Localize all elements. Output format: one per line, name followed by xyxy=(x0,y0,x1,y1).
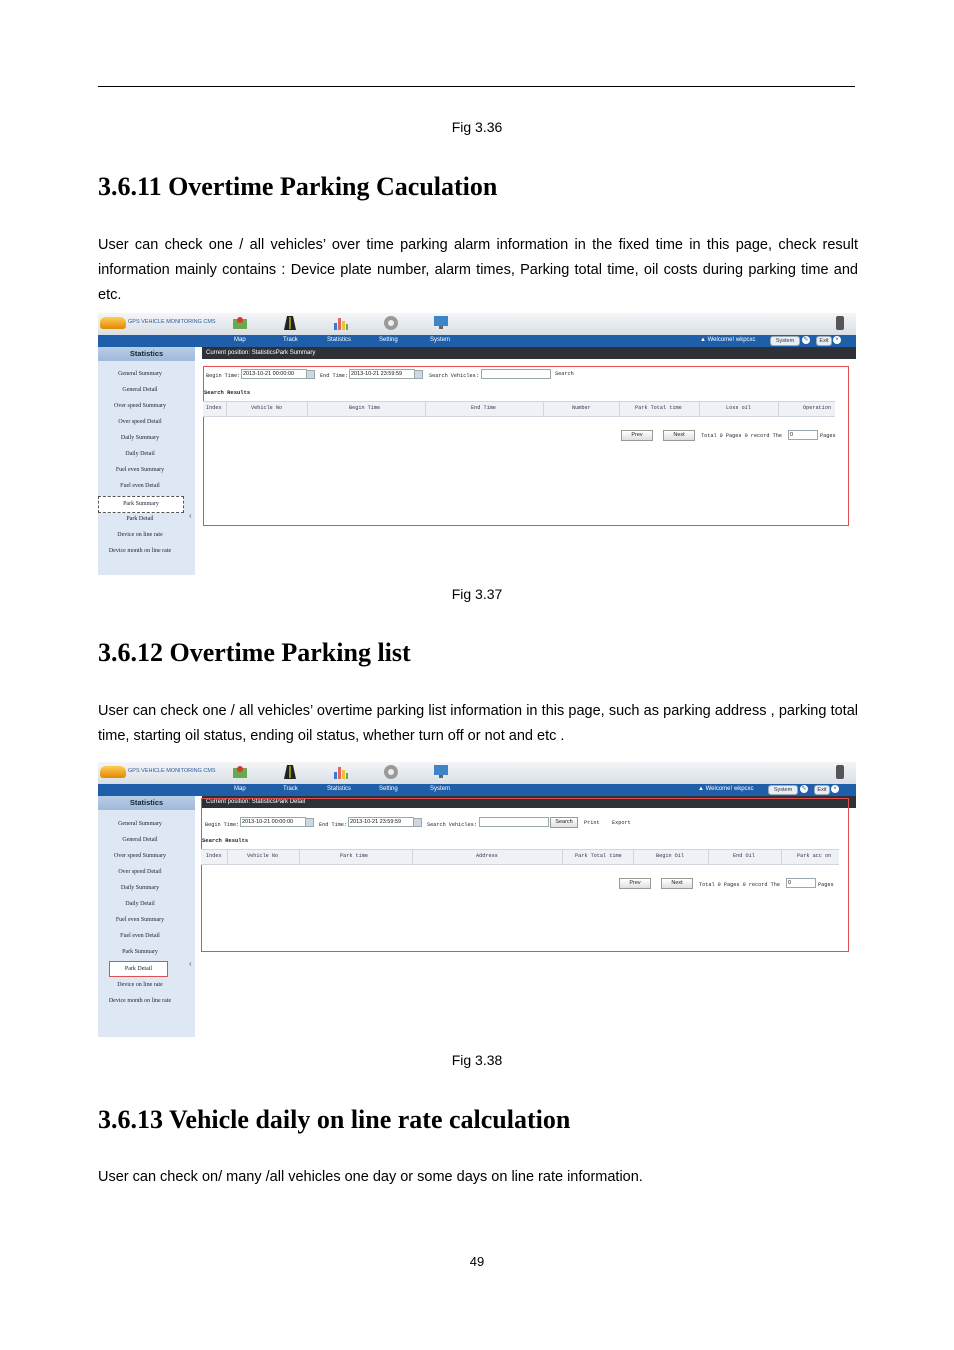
search-button[interactable]: Search xyxy=(550,817,578,828)
sidebar-item-park-detail[interactable]: Park Detail xyxy=(126,516,154,522)
sidebar-title: Statistics xyxy=(98,796,195,810)
sidebar xyxy=(98,796,195,1037)
exit-button[interactable]: Exit xyxy=(816,336,832,346)
nav-track[interactable]: Track xyxy=(283,786,298,792)
begin-time-input[interactable]: 2013-10-21 00:00:00 xyxy=(241,369,307,379)
section-body: User can check one / all vehicles’ overtime parking list information in this page, such as parking address , parking total time, starting oil status, ending oil status, whether turn off or not and etc . xyxy=(98,703,858,744)
sidebar-item-park-summary[interactable]: Park Summary xyxy=(122,949,158,955)
nav-setting[interactable]: Setting xyxy=(379,337,398,343)
column-header: End Time xyxy=(471,405,496,411)
column-header: Loss oil xyxy=(726,405,751,411)
figure-caption: Fig 3.38 xyxy=(451,1052,503,1068)
screenshot-park-detail xyxy=(98,762,856,1037)
end-time-input[interactable]: 2013-10-21 23:59:59 xyxy=(349,369,415,379)
column-header: Park Total time xyxy=(575,853,622,859)
calendar-icon[interactable] xyxy=(414,370,423,379)
current-position-bar: Current position: StatisticsPark Detail xyxy=(202,796,856,808)
nav-system[interactable]: System xyxy=(430,337,451,343)
end-time-label: End Time: xyxy=(319,822,348,828)
sidebar-item-general-summary[interactable]: General Summary xyxy=(118,821,162,827)
exit-button[interactable]: Exit xyxy=(814,785,830,795)
search-results-label: Search Results xyxy=(202,837,249,844)
sidebar-item-over-speed-summary[interactable]: Over speed Summary xyxy=(114,853,166,859)
prev-button[interactable]: Prev xyxy=(619,878,651,889)
next-button[interactable]: Next xyxy=(663,430,695,441)
column-header: Park time xyxy=(340,853,369,859)
welcome-text: ▲ Welcome! wkpcxc xyxy=(698,786,754,792)
sidebar-item-general-detail[interactable]: General Detail xyxy=(122,387,158,393)
user-name: wkpcxc xyxy=(733,786,754,792)
track-icon[interactable] xyxy=(282,315,298,331)
section-heading: 3.6.13 Vehicle daily on line rate calculation xyxy=(98,1105,571,1134)
search-vehicles-label: Search Vehicles: xyxy=(429,373,479,379)
calendar-icon[interactable] xyxy=(306,370,315,379)
nav-statistics[interactable]: Statistics xyxy=(327,337,352,343)
screenshot-park-summary xyxy=(98,313,856,575)
print-button[interactable]: Print xyxy=(584,820,600,826)
header-rule xyxy=(98,86,855,87)
nav-track[interactable]: Track xyxy=(283,337,298,343)
search-vehicles-label: Search Vehicles: xyxy=(427,822,477,828)
end-time-input[interactable]: 2013-10-21 23:59:59 xyxy=(348,817,414,827)
column-header: Vehicle No xyxy=(251,405,283,411)
calendar-icon[interactable] xyxy=(305,818,314,827)
sidebar-item-over-speed-summary[interactable]: Over speed Summary xyxy=(114,403,166,409)
car-logo-icon xyxy=(100,766,126,778)
collapse-arrow-icon[interactable]: ‹ xyxy=(189,959,192,968)
sidebar-item-fuel-even-detail[interactable]: Fuel even Detail xyxy=(120,933,160,939)
column-divider xyxy=(708,850,709,864)
column-divider xyxy=(619,402,620,416)
collapse-arrow-icon[interactable]: ‹ xyxy=(189,511,192,520)
sidebar-item-device-on-line-rate[interactable]: Device on line rate xyxy=(117,982,163,988)
search-button[interactable]: Search xyxy=(555,371,574,377)
sidebar-title: Statistics xyxy=(98,347,195,361)
column-divider xyxy=(781,850,782,864)
column-header: Begin Time xyxy=(349,405,381,411)
search-vehicles-input[interactable] xyxy=(481,369,551,379)
calendar-icon[interactable] xyxy=(413,818,422,827)
next-button[interactable]: Next xyxy=(661,878,693,889)
sidebar-item-fuel-even-detail[interactable]: Fuel even Detail xyxy=(120,483,160,489)
sidebar-splitter[interactable] xyxy=(184,361,195,575)
app-top-bar xyxy=(98,762,856,784)
statistics-icon[interactable] xyxy=(333,315,349,331)
nav-map[interactable]: Map xyxy=(234,337,246,343)
system-button[interactable]: System xyxy=(768,785,798,795)
search-results-label: Search Results xyxy=(204,389,251,396)
results-table-header xyxy=(201,849,839,865)
nav-map[interactable]: Map xyxy=(234,786,246,792)
column-divider xyxy=(562,850,563,864)
section-heading: 3.6.12 Overtime Parking list xyxy=(98,638,411,667)
pages-label: Pages xyxy=(820,433,836,439)
map-icon[interactable] xyxy=(232,315,248,331)
pages-label: Pages xyxy=(818,882,834,888)
column-header: Index xyxy=(206,853,222,859)
column-header: Begin Oil xyxy=(656,853,685,859)
page-number-input[interactable]: 0 xyxy=(788,430,818,440)
track-icon[interactable] xyxy=(282,764,298,780)
edit-icon[interactable]: ✎ xyxy=(803,337,809,343)
column-divider xyxy=(412,850,413,864)
sidebar-item-fuel-even-summary[interactable]: Fuel even Summary xyxy=(115,917,165,923)
column-divider xyxy=(425,402,426,416)
column-divider xyxy=(543,402,544,416)
column-header: End Oil xyxy=(733,853,755,859)
column-header: Address xyxy=(476,853,498,859)
welcome-label: Welcome! xyxy=(705,786,733,792)
pagination-total: Total 0 Pages 0 record The xyxy=(701,433,782,439)
sidebar-item-device-month-on-line-rate[interactable]: Device month on line rate xyxy=(108,548,172,554)
results-table-header xyxy=(203,401,835,417)
page-number-input[interactable]: 0 xyxy=(786,878,816,888)
column-header: Park Total time xyxy=(635,405,682,411)
sidebar-item-over-speed-detail[interactable]: Over speed Detail xyxy=(118,869,162,875)
car-logo-icon xyxy=(100,317,126,329)
lock-icon[interactable] xyxy=(832,315,848,331)
sidebar-item-daily-detail[interactable]: Daily Detail xyxy=(125,901,155,907)
prev-button[interactable]: Prev xyxy=(621,430,653,441)
welcome-text: ▲ Welcome! wkpcxc xyxy=(700,337,756,343)
statistics-icon[interactable] xyxy=(333,764,349,780)
app-logo-text: GPS VEHICLE MONITORING CMS xyxy=(128,768,216,774)
section-body: User can check on/ many /all vehicles one day or some days on line rate information. xyxy=(98,1169,643,1185)
sidebar-item-device-on-line-rate[interactable]: Device on line rate xyxy=(117,532,163,538)
begin-time-label: Begin Time: xyxy=(205,822,240,828)
sidebar-item-fuel-even-summary[interactable]: Fuel even Summary xyxy=(115,467,165,473)
system-button[interactable]: System xyxy=(770,336,800,346)
begin-time-label: Begin Time: xyxy=(206,373,241,379)
current-position-bar: Current position: StatisticsPark Summary xyxy=(202,347,856,359)
highlight-box xyxy=(203,366,849,526)
sidebar-item-daily-summary[interactable]: Daily Summary xyxy=(120,885,160,891)
column-divider xyxy=(299,850,300,864)
edit-icon[interactable]: ✎ xyxy=(801,786,807,792)
export-button[interactable]: Export xyxy=(612,820,631,826)
app-top-bar xyxy=(98,313,856,335)
setting-icon[interactable] xyxy=(383,315,399,331)
system-icon[interactable] xyxy=(433,764,449,780)
sidebar-item-park-detail[interactable]: Park Detail xyxy=(109,961,168,977)
pagination-total: Total 0 Pages 0 record The xyxy=(699,882,780,888)
column-header: Number xyxy=(572,405,591,411)
column-divider xyxy=(226,402,227,416)
sidebar-item-general-detail[interactable]: General Detail xyxy=(122,837,158,843)
sidebar-item-daily-summary[interactable]: Daily Summary xyxy=(120,435,160,441)
user-name: wkpcxc xyxy=(735,337,756,343)
app-logo-text: GPS VEHICLE MONITORING CMS xyxy=(128,319,216,325)
setting-icon[interactable] xyxy=(383,764,399,780)
column-header: Vehicle No xyxy=(247,853,279,859)
search-vehicles-input[interactable] xyxy=(479,817,549,827)
nav-setting[interactable]: Setting xyxy=(379,786,398,792)
close-icon[interactable]: × xyxy=(833,336,841,344)
figure-caption: Fig 3.36 xyxy=(451,119,503,135)
page-number: 49 xyxy=(469,1254,485,1269)
welcome-label: Welcome! xyxy=(707,337,735,343)
nav-system[interactable]: System xyxy=(430,786,451,792)
column-divider xyxy=(227,850,228,864)
end-time-label: End Time: xyxy=(320,373,349,379)
close-icon[interactable]: × xyxy=(831,785,839,793)
sidebar-item-daily-detail[interactable]: Daily Detail xyxy=(125,451,155,457)
section-body: User can check one / all vehicles’ over time parking alarm information in the fixed time in this page, check result information mainly contains : Device plate number, alarm times, Parking total time, oil costs during parking time and etc. xyxy=(98,237,858,303)
sidebar-splitter[interactable] xyxy=(184,810,195,1037)
column-divider xyxy=(699,402,700,416)
column-divider xyxy=(778,402,779,416)
column-header: Park acc on xyxy=(797,853,832,859)
sidebar xyxy=(98,347,195,575)
map-icon[interactable] xyxy=(232,764,248,780)
figure-caption: Fig 3.37 xyxy=(451,586,503,602)
sidebar-item-device-month-on-line-rate[interactable]: Device month on line rate xyxy=(108,998,172,1004)
begin-time-input[interactable]: 2013-10-21 00:00:00 xyxy=(240,817,306,827)
column-header: Operation xyxy=(803,405,832,411)
system-icon[interactable] xyxy=(433,315,449,331)
column-divider xyxy=(307,402,308,416)
sidebar-item-over-speed-detail[interactable]: Over speed Detail xyxy=(118,419,162,425)
column-header: Index xyxy=(206,405,222,411)
sidebar-item-park-summary[interactable]: Park Summary xyxy=(98,496,184,513)
nav-statistics[interactable]: Statistics xyxy=(327,786,352,792)
column-divider xyxy=(633,850,634,864)
section-heading: 3.6.11 Overtime Parking Caculation xyxy=(98,172,498,201)
lock-icon[interactable] xyxy=(832,764,848,780)
sidebar-item-general-summary[interactable]: General Summary xyxy=(118,371,162,377)
